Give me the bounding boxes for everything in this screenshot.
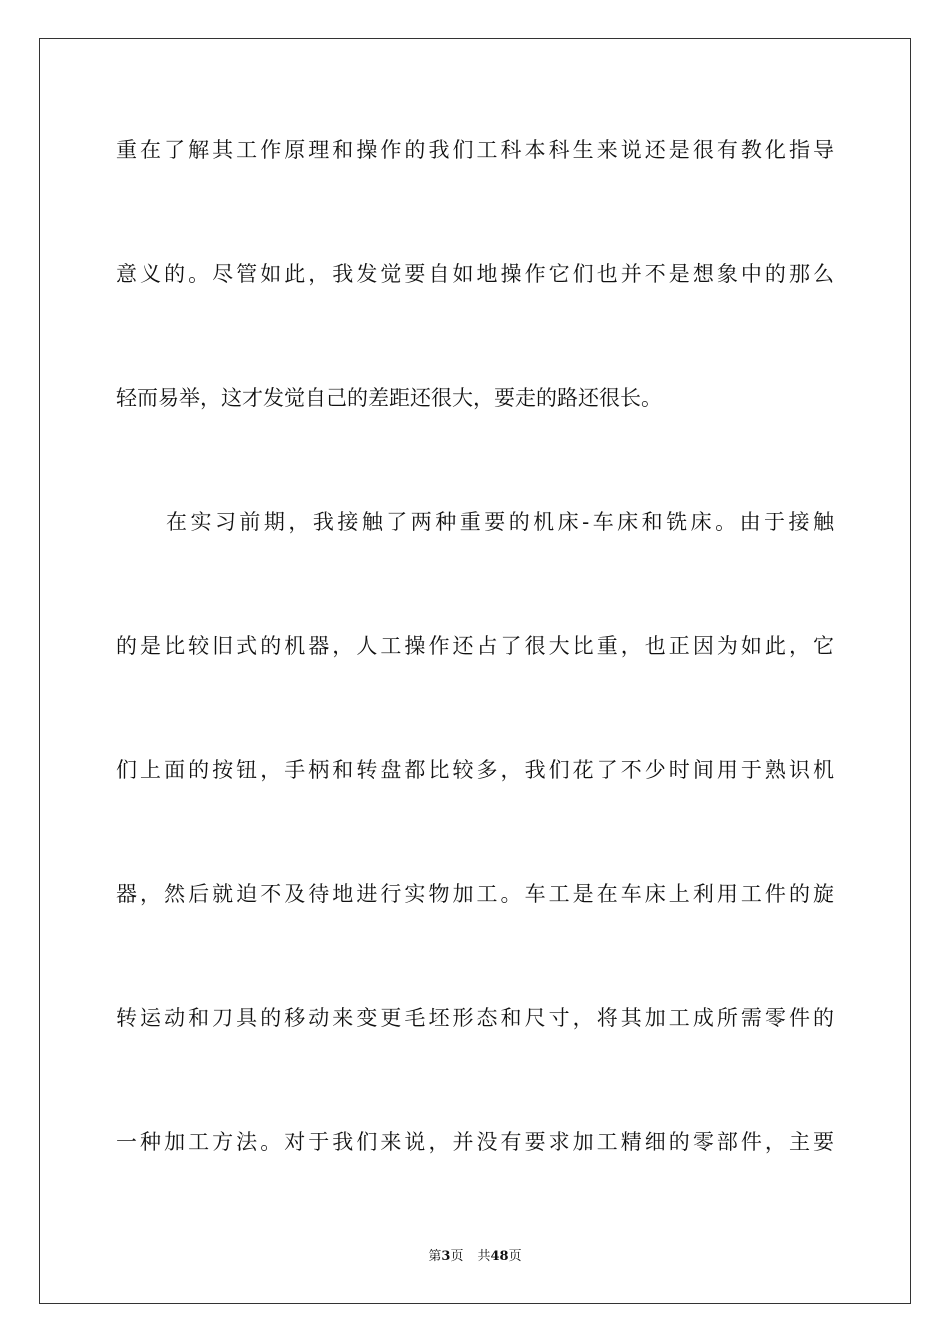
page-suffix: 页: [450, 1249, 464, 1264]
total-pages: 48: [490, 1249, 509, 1264]
paragraph-line: 的是比较旧式的机器，人工操作还占了很大比重，也正因为如此，它: [116, 634, 834, 658]
total-prefix: 共: [477, 1249, 491, 1264]
paragraph-line: 器，然后就迫不及待地进行实物加工。车工是在车床上利用工件的旋: [116, 882, 834, 906]
paragraph-line: 重在了解其工作原理和操作的我们工科本科生来说还是很有教化指导: [116, 138, 834, 162]
paragraph-line: 在实习前期，我接触了两种重要的机床-车床和铣床。由于接触: [166, 510, 834, 534]
paragraph-line: 意义的。尽管如此，我发觉要自如地操作它们也并不是想象中的那么: [116, 262, 834, 286]
paragraph-line: 轻而易举，这才发觉自己的差距还很大，要走的路还很长。: [116, 386, 662, 410]
page-prefix: 第: [428, 1249, 442, 1264]
page-footer: [0, 1248, 950, 1266]
total-suffix: 页: [508, 1249, 522, 1264]
paragraph-line: 一种加工方法。对于我们来说，并没有要求加工精细的零部件，主要: [116, 1130, 834, 1154]
paragraph-line: 们上面的按钮，手柄和转盘都比较多，我们花了不少时间用于熟识机: [116, 758, 834, 782]
paragraph-line: 转运动和刀具的移动来变更毛坯形态和尺寸，将其加工成所需零件的: [116, 1006, 834, 1030]
page-border: [39, 38, 911, 1304]
page-number: 3: [441, 1249, 451, 1264]
